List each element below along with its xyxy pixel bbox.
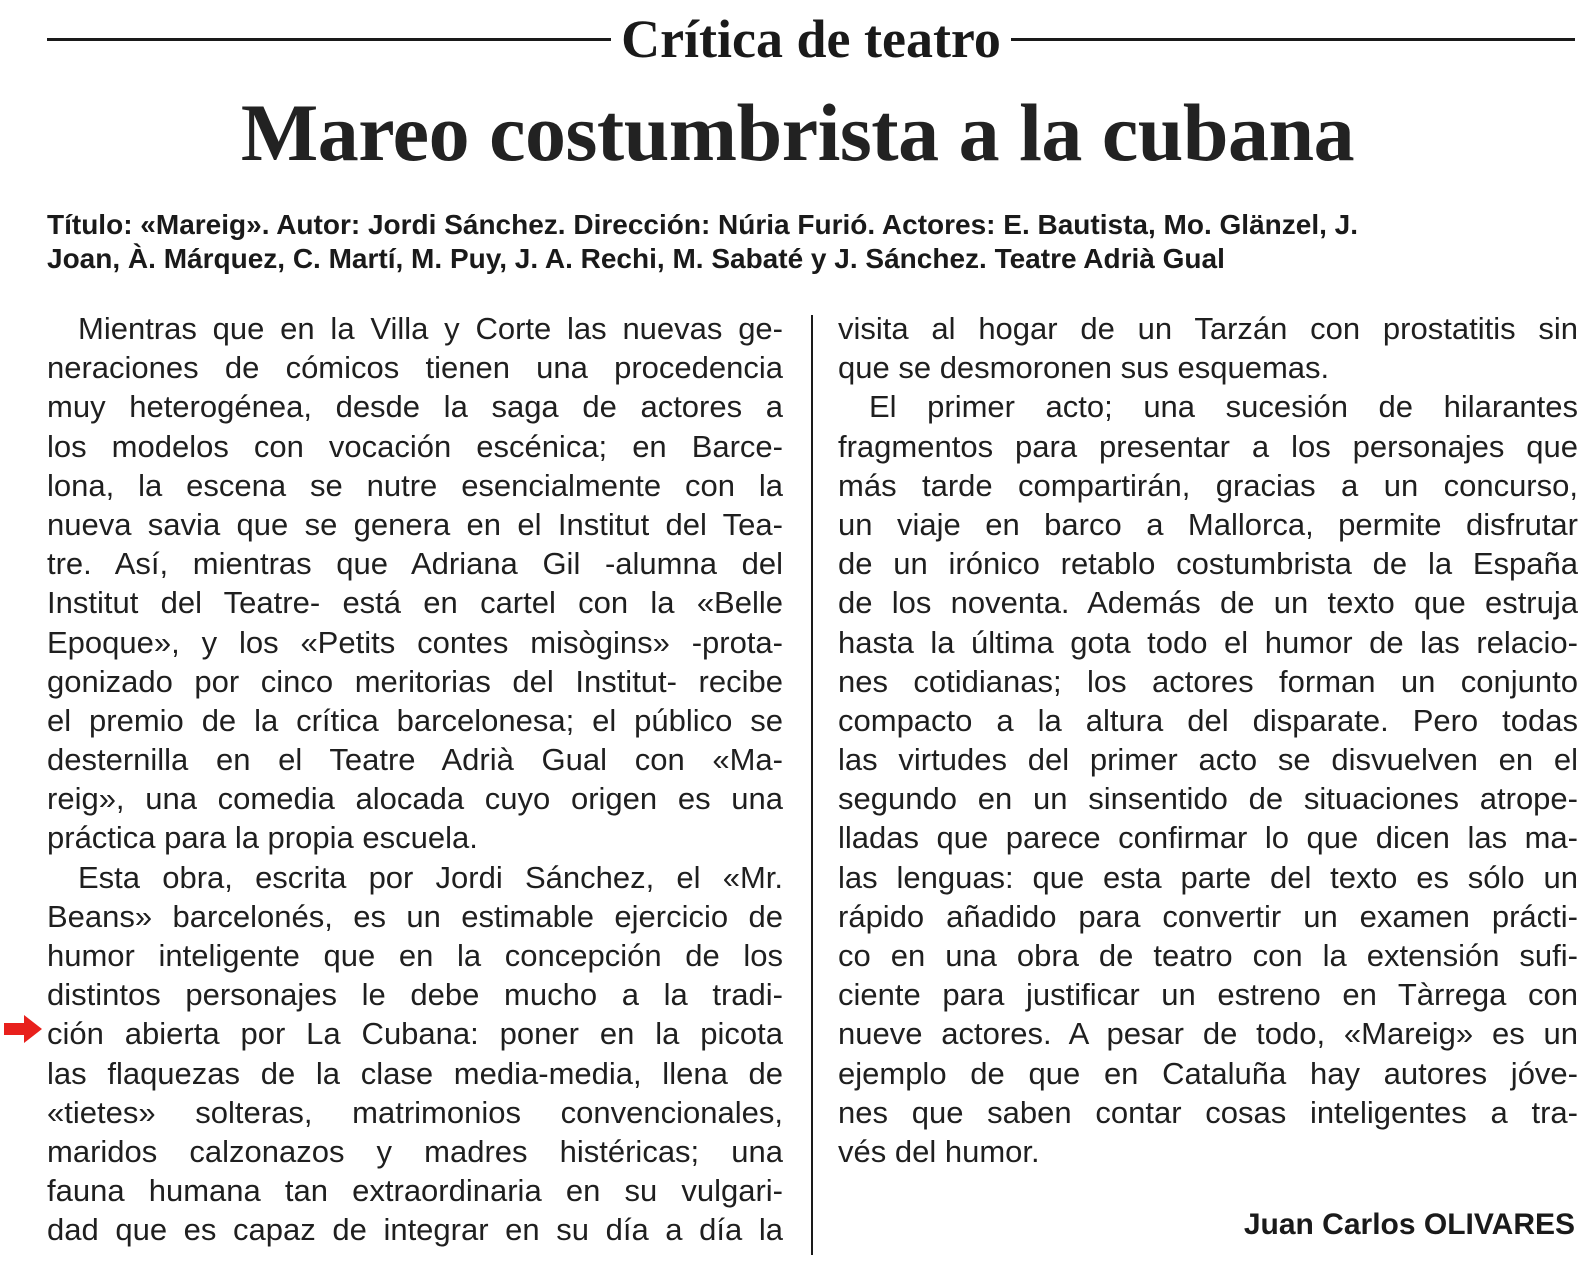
text-line: rápido añadido para convertir un examen prácti-	[838, 898, 1578, 934]
text-line: de un irónico retablo costumbrista de la España	[838, 546, 1578, 582]
text-line: gonizado por cinco meritorias del Institut- recibe	[47, 663, 783, 699]
text-line: ciente para justificar un estreno en Tàrrega con	[838, 977, 1578, 1013]
right-arrow-icon	[2, 1012, 44, 1046]
text-line: hasta la última gota todo el humor de las relacio-	[838, 624, 1578, 660]
text-line: El primer acto; una sucesión de hilarantes	[869, 389, 1578, 425]
text-line: nes cotidianas; los actores forman un conjunto	[838, 663, 1578, 699]
header-rule-right	[1011, 38, 1575, 41]
text-line: Epoque», y los «Petits contes misògins» -prota-	[47, 624, 783, 660]
text-line: lladas que parece confirmar lo que dicen las ma-	[838, 820, 1578, 856]
text-line: lona, la escena se nutre esencialmente con la	[47, 467, 783, 503]
text-line: Institut del Teatre- está en cartel con la «Belle	[47, 585, 783, 621]
credits-line: Título: «Mareig». Autor: Jordi Sánchez. Dirección: Núria Furió. Actores: E. Bautista, Mo. Glänzel, J.	[47, 209, 1359, 240]
right-column	[838, 309, 1578, 1171]
text-line: las flaquezas de la clase media-media, llena de	[47, 1055, 783, 1091]
text-line: dad que es capaz de integrar en su día a día la	[47, 1212, 783, 1248]
text-line: un viaje en barco a Mallorca, permite disfrutar	[838, 506, 1578, 542]
text-line: humor inteligente que en la concepción de los	[47, 938, 783, 973]
text-line: Esta obra, escrita por Jordi Sánchez, el «Mr.	[78, 859, 783, 895]
text-line: que se desmoronen sus esquemas.	[838, 350, 1330, 386]
text-line: reig», una comedia alocada cuyo origen es una	[47, 781, 783, 817]
text-line: Beans» barcelonés, es un estimable ejercicio de	[47, 898, 783, 934]
section-label: Crítica de teatro	[621, 9, 1001, 69]
section-header	[47, 6, 1575, 72]
text-line: neraciones de cómicos tienen una procedencia	[47, 350, 783, 386]
text-line: nueva savia que se genera en el Institut del Tea-	[47, 506, 783, 542]
credits-line: Joan, À. Márquez, C. Martí, M. Puy, J. A. Rechi, M. Sabaté y J. Sánchez. Teatre Adrià Gual	[47, 243, 1225, 274]
text-line: fragmentos para presentar a los personajes que	[838, 428, 1578, 464]
text-line: de los noventa. Además de un texto que estruja	[838, 585, 1578, 621]
text-line: las virtudes del primer acto se disvuelven en el	[838, 742, 1578, 778]
credits-block	[47, 208, 1575, 276]
text-line: fauna humana tan extraordinaria en su vulgari-	[47, 1173, 783, 1209]
text-line: maridos calzonazos y madres histéricas; una	[47, 1133, 783, 1169]
author-byline: Juan Carlos OLIVARES	[1243, 1208, 1575, 1241]
text-line: «tietes» solteras, matrimonios convencionales,	[47, 1094, 783, 1130]
text-line: compacto a la altura del disparate. Pero todas	[838, 702, 1578, 738]
text-line: las lenguas: que esta parte del texto es sólo un	[838, 859, 1578, 895]
left-column	[47, 309, 783, 1250]
text-line: tre. Así, mientras que Adriana Gil -alumna del	[47, 546, 783, 582]
text-line: los modelos con vocación escénica; en Barce-	[47, 428, 783, 464]
text-line: ejemplo de que en Cataluña hay autores jóve-	[838, 1055, 1578, 1091]
text-line: ción abierta por La Cubana: poner en la picota	[47, 1016, 783, 1052]
text-line: muy heterogénea, desde la saga de actores a	[47, 389, 783, 425]
text-line: visita al hogar de un Tarzán con prostatitis sin	[838, 311, 1578, 346]
header-rule-left	[47, 38, 611, 41]
text-line: el premio de la crítica barcelonesa; el público se	[47, 702, 783, 738]
text-line: Mientras que en la Villa y Corte las nuevas ge-	[78, 311, 783, 346]
text-line: vés del humor.	[838, 1133, 1040, 1169]
headline: Mareo costumbrista a la cubana	[240, 87, 1355, 178]
text-line: segundo en un sinsentido de situaciones atrope-	[838, 781, 1578, 817]
text-line: distintos personajes le debe mucho a la tradi-	[47, 977, 783, 1013]
text-line: desternilla en el Teatre Adrià Gual con «Ma-	[47, 742, 783, 778]
text-line: co en una obra de teatro con la extensión sufi-	[838, 938, 1578, 973]
text-line: nueve actores. A pesar de todo, «Mareig» es un	[838, 1016, 1578, 1052]
column-divider	[811, 315, 813, 1255]
text-line: más tarde compartirán, gracias a un concurso,	[838, 467, 1578, 503]
text-line: nes que saben contar cosas inteligentes a tra-	[838, 1094, 1578, 1130]
text-line: práctica para la propia escuela.	[47, 820, 478, 856]
